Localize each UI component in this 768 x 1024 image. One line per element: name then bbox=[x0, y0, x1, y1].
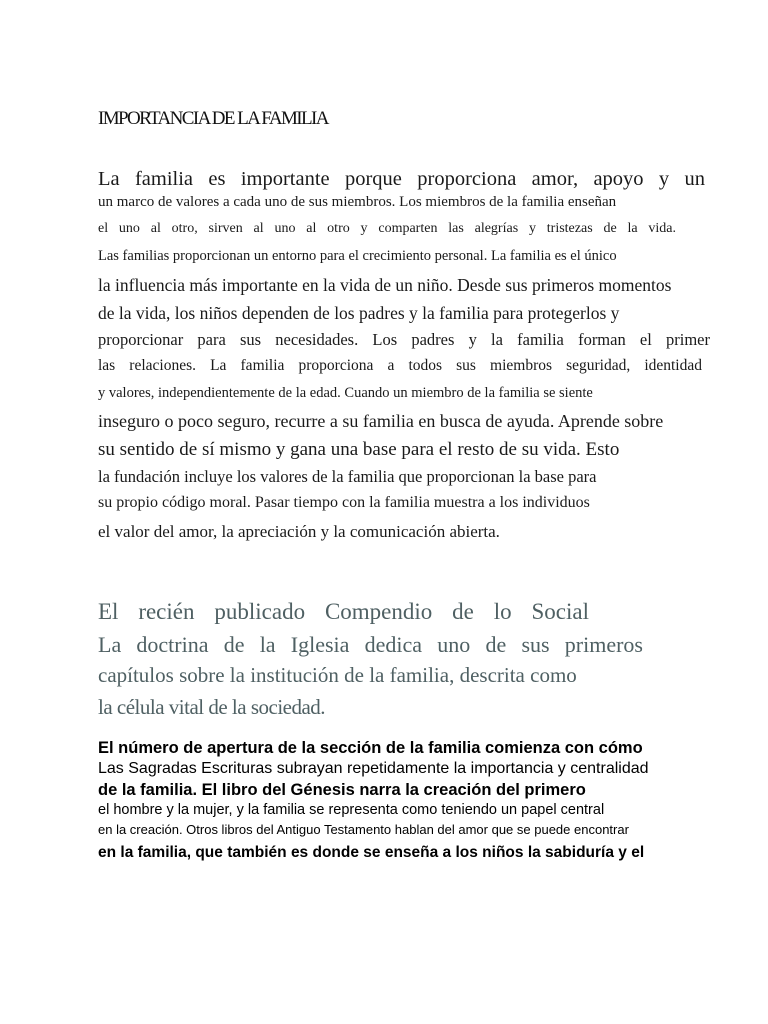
paragraph-1-line-14: el valor del amor, la apreciación y la comunicación abierta. bbox=[98, 522, 500, 541]
paragraph-1-line-10: inseguro o poco seguro, recurre a su familia en busca de ayuda. Aprende sobre bbox=[98, 411, 664, 431]
paragraph-1-line-6: de la vida, los niños dependen de los padres y la familia para protegerlos y bbox=[98, 303, 620, 323]
document-title: IMPORTANCIA DE LA FAMILIA bbox=[98, 108, 328, 129]
paragraph-2-line-2: La doctrina de la Iglesia dedica uno de sus primeros bbox=[98, 632, 643, 657]
paragraph-3-line-5: en la creación. Otros libros del Antiguo Testamento hablan del amor que se puede encontrar bbox=[98, 822, 629, 837]
paragraph-1-line-11: su sentido de sí mismo y gana una base para el resto de su vida. Esto bbox=[98, 439, 620, 460]
paragraph-1-line-2: un marco de valores a cada uno de sus miembros. Los miembros de la familia enseñan bbox=[98, 194, 617, 210]
paragraph-3-line-3: de la familia. El libro del Génesis narra la creación del primero bbox=[98, 781, 586, 799]
paragraph-2-line-4: la célula vital de la sociedad. bbox=[98, 695, 326, 719]
paragraph-1-line-13: su propio código moral. Pasar tiempo con la familia muestra a los individuos bbox=[98, 494, 590, 511]
paragraph-1-line-12: la fundación incluye los valores de la familia que proporcionan la base para bbox=[98, 467, 597, 486]
paragraph-1-line-1: La familia es importante porque proporciona amor, apoyo y un bbox=[98, 168, 705, 190]
paragraph-3-line-2: Las Sagradas Escrituras subrayan repetidamente la importancia y centralidad bbox=[98, 760, 649, 777]
paragraph-3-line-6: en la familia, que también es donde se enseña a los niños la sabiduría y el bbox=[98, 844, 645, 861]
paragraph-1-line-8: las relaciones. La familia proporciona a todos sus miembros seguridad, identidad bbox=[98, 357, 702, 374]
paragraph-1-line-4: Las familias proporcionan un entorno para el crecimiento personal. La familia es el único bbox=[98, 248, 617, 264]
paragraph-1-line-3: el uno al otro, sirven al uno al otro y comparten las alegrías y tristezas de la vida. bbox=[98, 221, 676, 236]
paragraph-1-line-5: la influencia más importante en la vida de un niño. Desde sus primeros momentos bbox=[98, 275, 672, 295]
paragraph-1-line-9: y valores, independientemente de la edad. Cuando un miembro de la familia se siente bbox=[98, 385, 593, 401]
paragraph-3-line-4: el hombre y la mujer, y la familia se representa como teniendo un papel central bbox=[98, 802, 605, 818]
paragraph-2-line-1: El recién publicado Compendio de lo Social bbox=[98, 599, 589, 624]
paragraph-2-line-3: capítulos sobre la institución de la familia, descrita como bbox=[98, 663, 577, 687]
paragraph-3-line-1: El número de apertura de la sección de la familia comienza con cómo bbox=[98, 739, 643, 757]
paragraph-1-line-7: proporcionar para sus necesidades. Los padres y la familia forman el primer bbox=[98, 330, 710, 349]
